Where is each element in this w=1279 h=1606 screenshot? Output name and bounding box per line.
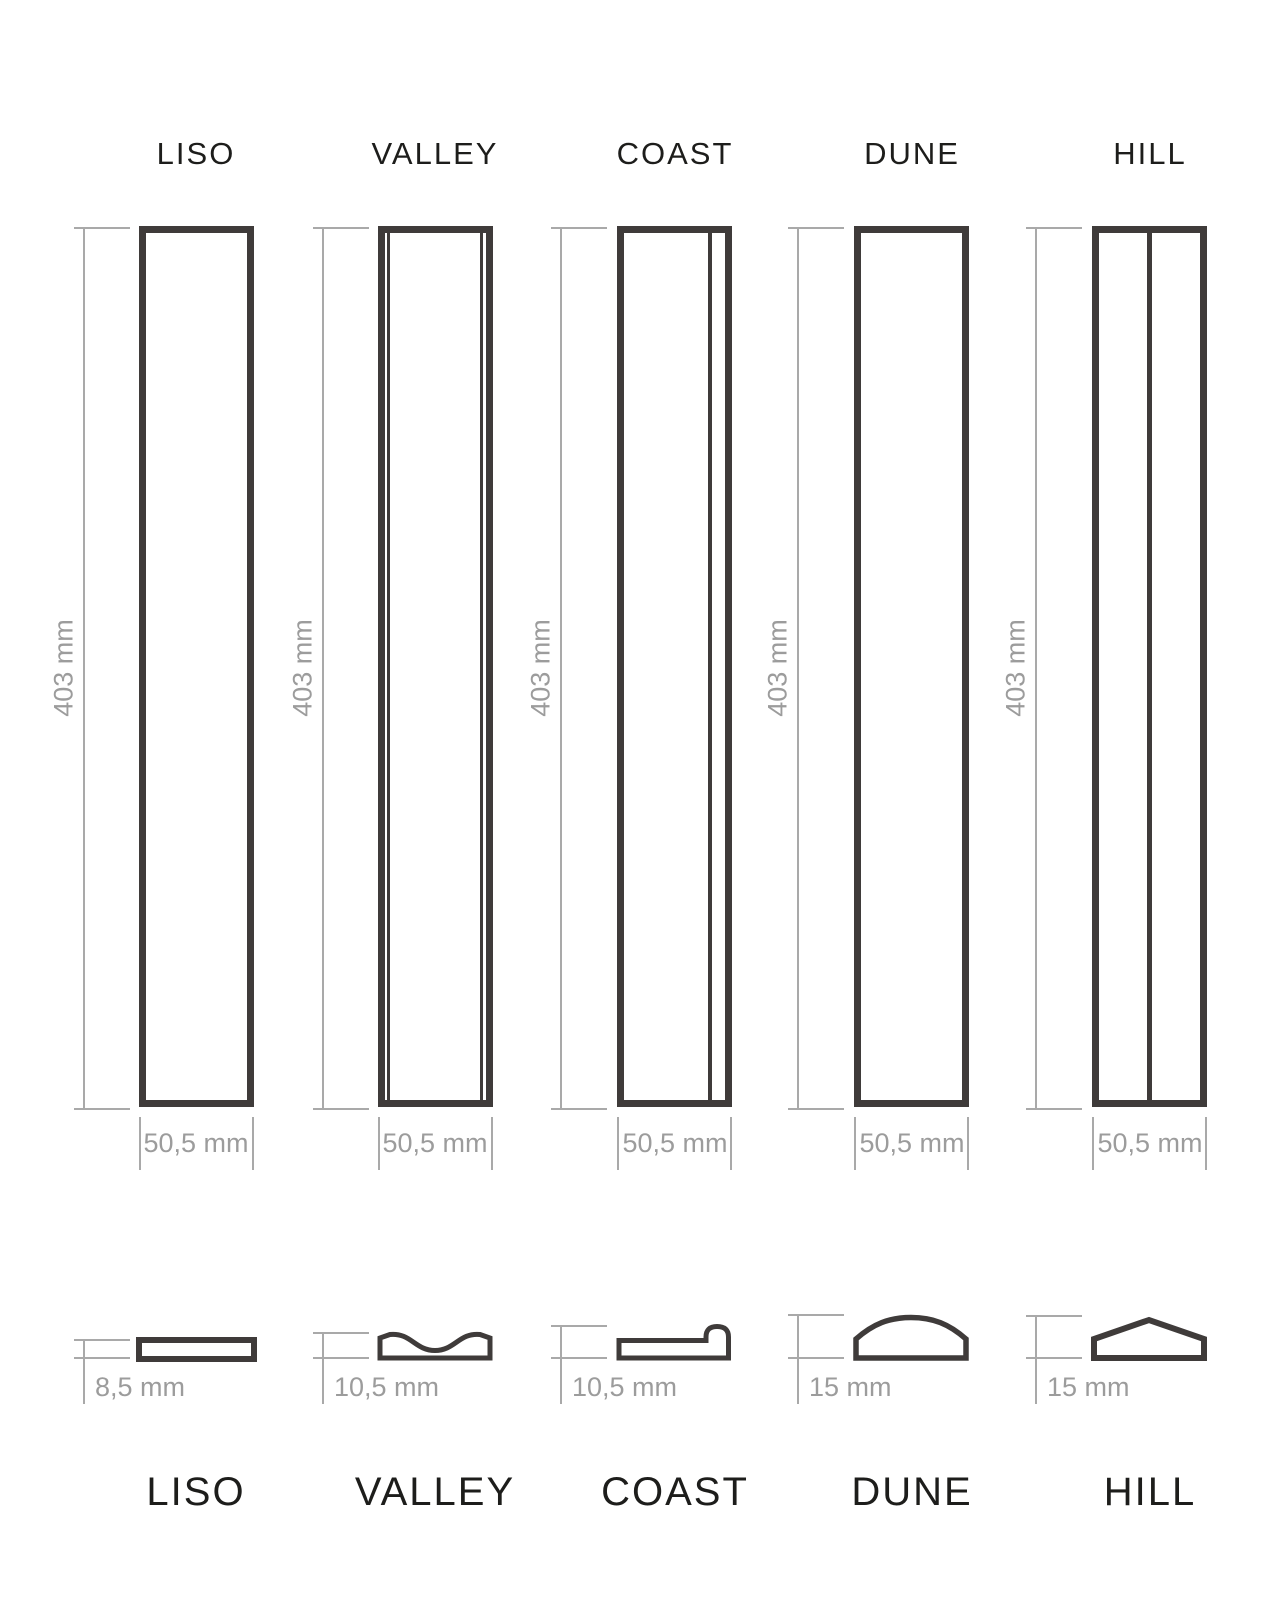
column-title: HILL <box>1113 136 1187 171</box>
thickness-dimension-tick-bottom <box>788 1357 844 1359</box>
thickness-dimension-tick-top <box>1026 1315 1082 1317</box>
height-dimension-line <box>560 227 562 1110</box>
width-dimension-tick-left <box>1092 1117 1094 1170</box>
height-dimension-label: 403 mm <box>1000 619 1031 717</box>
crease-line-right <box>480 233 483 1100</box>
thickness-dimension-label: 15 mm <box>1047 1372 1130 1402</box>
height-dimension-tick-top <box>74 227 130 229</box>
thickness-dimension-tick-top <box>74 1339 130 1341</box>
cross-section-coast <box>614 1322 735 1363</box>
crease-line-left <box>387 233 390 1100</box>
tile-front-view <box>378 226 493 1107</box>
height-dimension-label: 403 mm <box>48 619 79 717</box>
bottom-label: VALLEY <box>354 1470 516 1514</box>
thickness-dimension-tick-top <box>788 1314 844 1316</box>
thickness-dimension-line <box>322 1332 324 1404</box>
height-dimension-tick-bottom <box>1026 1108 1082 1110</box>
height-dimension-line <box>1035 227 1037 1110</box>
bottom-label: LISO <box>146 1470 246 1514</box>
bottom-label: COAST <box>601 1470 749 1514</box>
height-dimension-line <box>83 227 85 1110</box>
width-dimension-label: 50,5 mm <box>143 1128 249 1158</box>
height-dimension-line <box>797 227 799 1110</box>
height-dimension-tick-bottom <box>551 1108 607 1110</box>
thickness-dimension-tick-bottom <box>313 1357 369 1359</box>
thickness-dimension-tick-bottom <box>1026 1357 1082 1359</box>
cross-section-valley <box>375 1329 496 1365</box>
column-title: VALLEY <box>371 136 499 171</box>
thickness-dimension-tick-top <box>313 1332 369 1334</box>
thickness-dimension-line <box>83 1339 85 1404</box>
height-dimension-label: 403 mm <box>762 619 793 717</box>
thickness-dimension-label: 10,5 mm <box>334 1372 440 1402</box>
width-dimension-tick-left <box>378 1117 380 1170</box>
column-title: COAST <box>616 136 734 171</box>
width-dimension-label: 50,5 mm <box>859 1128 965 1158</box>
cross-section-hill <box>1089 1314 1210 1364</box>
thickness-dimension-line <box>1035 1315 1037 1404</box>
height-dimension-label: 403 mm <box>525 619 556 717</box>
thickness-dimension-line <box>797 1314 799 1404</box>
thickness-dimension-line <box>560 1325 562 1404</box>
tile-front-view <box>854 226 969 1107</box>
width-dimension-tick-left <box>139 1117 141 1170</box>
width-dimension-tick-left <box>617 1117 619 1170</box>
height-dimension-tick-top <box>313 227 369 229</box>
width-dimension-tick-left <box>854 1117 856 1170</box>
width-dimension-tick-right <box>967 1117 969 1170</box>
column-title: LISO <box>156 136 236 171</box>
height-dimension-tick-top <box>788 227 844 229</box>
thickness-dimension-label: 10,5 mm <box>572 1372 678 1402</box>
bottom-label: DUNE <box>851 1470 973 1514</box>
width-dimension-tick-right <box>491 1117 493 1170</box>
bottom-label: HILL <box>1103 1470 1197 1514</box>
thickness-dimension-label: 15 mm <box>809 1372 892 1402</box>
thickness-dimension-tick-bottom <box>551 1357 607 1359</box>
crease-line-right <box>708 233 712 1100</box>
width-dimension-label: 50,5 mm <box>1097 1128 1203 1158</box>
height-dimension-label: 403 mm <box>287 619 318 717</box>
height-dimension-tick-top <box>1026 227 1082 229</box>
width-dimension-label: 50,5 mm <box>622 1128 728 1158</box>
height-dimension-tick-bottom <box>313 1108 369 1110</box>
width-dimension-tick-right <box>730 1117 732 1170</box>
column-title: DUNE <box>864 136 960 171</box>
width-dimension-label: 50,5 mm <box>382 1128 488 1158</box>
thickness-dimension-tick-bottom <box>74 1357 130 1359</box>
height-dimension-tick-bottom <box>74 1108 130 1110</box>
cross-section-flat <box>136 1337 257 1363</box>
thickness-dimension-label: 8,5 mm <box>95 1372 186 1402</box>
thickness-dimension-tick-top <box>551 1325 607 1327</box>
tile-front-view <box>1092 226 1207 1107</box>
cross-section-dune <box>851 1312 972 1364</box>
height-dimension-line <box>322 227 324 1110</box>
width-dimension-tick-right <box>1205 1117 1207 1170</box>
tile-front-view <box>617 226 732 1107</box>
tile-front-view <box>139 226 254 1107</box>
width-dimension-tick-right <box>252 1117 254 1170</box>
ridge-line-center <box>1147 233 1152 1100</box>
height-dimension-tick-bottom <box>788 1108 844 1110</box>
height-dimension-tick-top <box>551 227 607 229</box>
